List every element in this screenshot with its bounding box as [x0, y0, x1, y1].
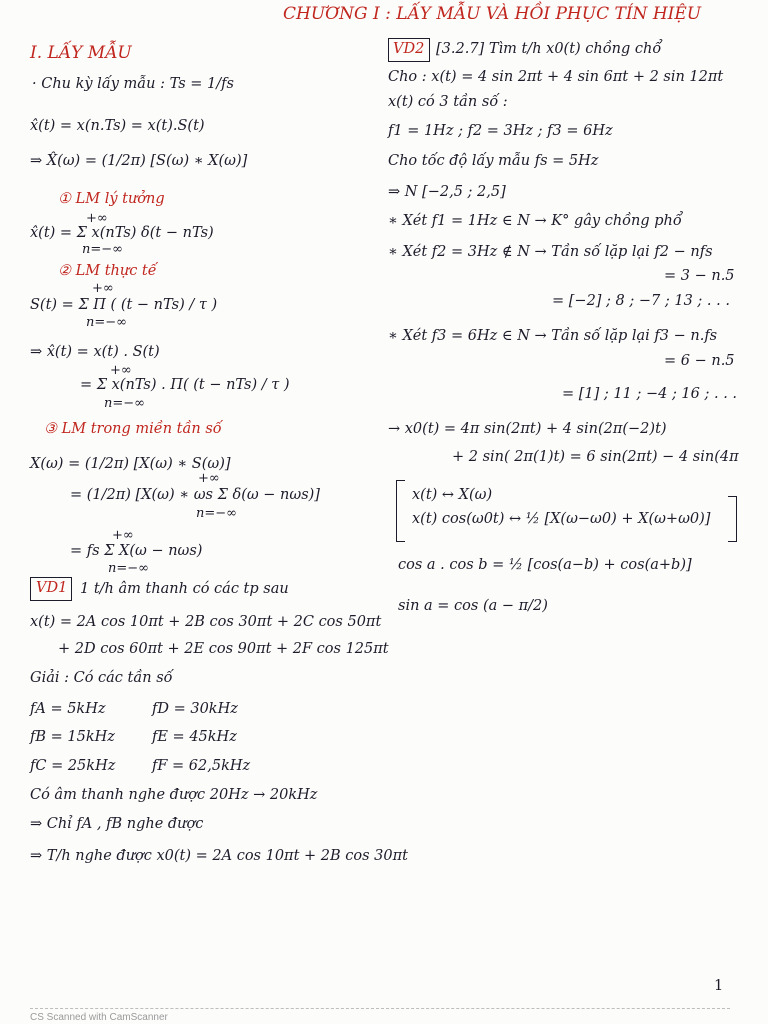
page-number: 1 — [714, 978, 724, 994]
sum-lower-limit: n=−∞ — [86, 315, 127, 330]
audible-range: Có âm thanh nghe được 20Hz → 20kHz — [30, 787, 318, 803]
freq-formula-3: = fs Σ X(ω − nωs) — [70, 543, 203, 559]
example-2-tag: VD2 — [393, 41, 425, 57]
transform-pair-bracket-left — [396, 480, 405, 542]
modulation-property: x(t) cos(ω0t) ↔ ½ [X(ω−ω0) + X(ω+ω0)] — [412, 511, 711, 527]
freq-fE: fE = 45kHz — [152, 729, 237, 745]
frequency-domain-heading: ③ LM trong miền tần số — [44, 421, 222, 437]
freq-fF: fF = 62,5kHz — [152, 758, 251, 774]
reconstructed-signal-2: + 2 sin( 2π(1)t) = 6 sin(2πt) − 4 sin(4π — [452, 449, 739, 465]
given-signal: Cho : x(t) = 4 sin 2πt + 4 sin 6πt + 2 sin 12πt — [388, 69, 724, 85]
sum-upper-limit: +∞ — [86, 211, 108, 226]
sum-lower-limit: n=−∞ — [104, 396, 145, 411]
transform-pair-bracket-right — [728, 496, 737, 542]
section-heading: I. LẤY MẪU — [30, 43, 132, 63]
practical-sampling-heading: ② LM thực tế — [58, 263, 157, 279]
freq-fD: fD = 30kHz — [152, 701, 238, 717]
freq-formula-2: = (1/2π) [X(ω) ∗ ωs Σ δ(ω − nωs)] — [70, 487, 320, 503]
ideal-sampling-formula: x̂(t) = Σ x(nTs) δ(t − nTs) — [30, 225, 214, 241]
sampling-rate: Cho tốc độ lấy mẫu fs = 5Hz — [388, 153, 599, 169]
check-f2: ∗ Xét f2 = 3Hz ∉ N → Tần số lặp lại f2 − nfs — [388, 244, 713, 260]
example-1-tag: VD1 — [36, 580, 68, 596]
signal-definition-2: + 2D cos 60πt + 2E cos 90πt + 2F cos 125πt — [58, 641, 389, 657]
sin-cos-identity: sin a = cos (a − π/2) — [398, 598, 548, 614]
f2-alias-values: = [−2] ; 8 ; −7 ; 13 ; . . . — [552, 293, 730, 309]
f3-alias-values: = [1] ; 11 ; −4 ; 16 ; . . . — [562, 386, 738, 402]
ideal-sampling-heading: ① LM lý tưởng — [58, 191, 165, 207]
sum-lower-limit: n=−∞ — [82, 242, 123, 257]
page-title: CHƯƠNG I : LẤY MẪU VÀ HỒI PHỤC TÍN HIỆU — [283, 4, 702, 24]
example-2-statement: [3.2.7] Tìm t/h x0(t) chồng chổ — [436, 41, 662, 57]
reconstructed-signal-1: → x0(t) = 4π sin(2πt) + 4 sin(2π(−2)t) — [388, 421, 667, 437]
sampled-signal-line: x̂(t) = x(n.Ts) = x(t).S(t) — [30, 118, 205, 134]
practical-sampling-formula: S(t) = Σ Π ( (t − nTs) / τ ) — [30, 297, 218, 313]
sum-upper-limit: +∞ — [198, 471, 220, 486]
fourier-pair: x(t) ↔ X(ω) — [412, 487, 493, 503]
signal-definition-1: x(t) = 2A cos 10πt + 2B cos 30πt + 2C cos 50πt — [30, 614, 382, 630]
sum-upper-limit: +∞ — [110, 363, 132, 378]
sum-upper-limit: +∞ — [92, 281, 114, 296]
f2-alias-expression: = 3 − n.5 — [664, 268, 735, 284]
check-f3: ∗ Xét f3 = 6Hz ∈ N → Tần số lặp lại f3 − n.fs — [388, 328, 718, 344]
example-1-statement: 1 t/h âm thanh có các tp sau — [80, 581, 289, 597]
product-to-sum-identity: cos a . cos b = ½ [cos(a−b) + cos(a+b)] — [398, 557, 692, 573]
freq-fC: fC = 25kHz — [30, 758, 116, 774]
sum-upper-limit: +∞ — [112, 528, 134, 543]
freq-fB: fB = 15kHz — [30, 729, 115, 745]
sampling-period-line: · Chu kỳ lấy mẫu : Ts = 1/fs — [32, 76, 234, 92]
product-expansion: = Σ x(nTs) . Π( (t − nTs) / τ ) — [80, 377, 290, 393]
page-footer-divider — [30, 1008, 730, 1009]
solution-label: Giải : Có các tần số — [30, 670, 173, 686]
check-f1: ∗ Xét f1 = 1Hz ∈ N → K° gây chồng phổ — [388, 213, 682, 229]
spectrum-line: ⇒ X̂(ω) = (1/2π) [S(ω) ∗ X(ω)] — [30, 153, 248, 169]
audible-signal: ⇒ T/h nghe được x0(t) = 2A cos 10πt + 2B cos 30πt — [30, 848, 408, 864]
sum-lower-limit: n=−∞ — [108, 561, 149, 576]
freq-fA: fA = 5kHz — [30, 701, 106, 717]
product-line: ⇒ x̂(t) = x(t) . S(t) — [30, 344, 160, 360]
freq-formula-1: X(ω) = (1/2π) [X(ω) ∗ S(ω)] — [30, 456, 231, 472]
three-frequencies: x(t) có 3 tần số : — [388, 94, 508, 110]
audible-components: ⇒ Chỉ fA , fB nghe được — [30, 816, 204, 832]
sum-lower-limit: n=−∞ — [196, 506, 237, 521]
scanner-watermark: CS Scanned with CamScanner — [30, 1012, 168, 1023]
nyquist-interval: ⇒ N [−2,5 ; 2,5] — [388, 184, 506, 200]
frequency-values: f1 = 1Hz ; f2 = 3Hz ; f3 = 6Hz — [388, 123, 613, 139]
f3-alias-expression: = 6 − n.5 — [664, 353, 735, 369]
